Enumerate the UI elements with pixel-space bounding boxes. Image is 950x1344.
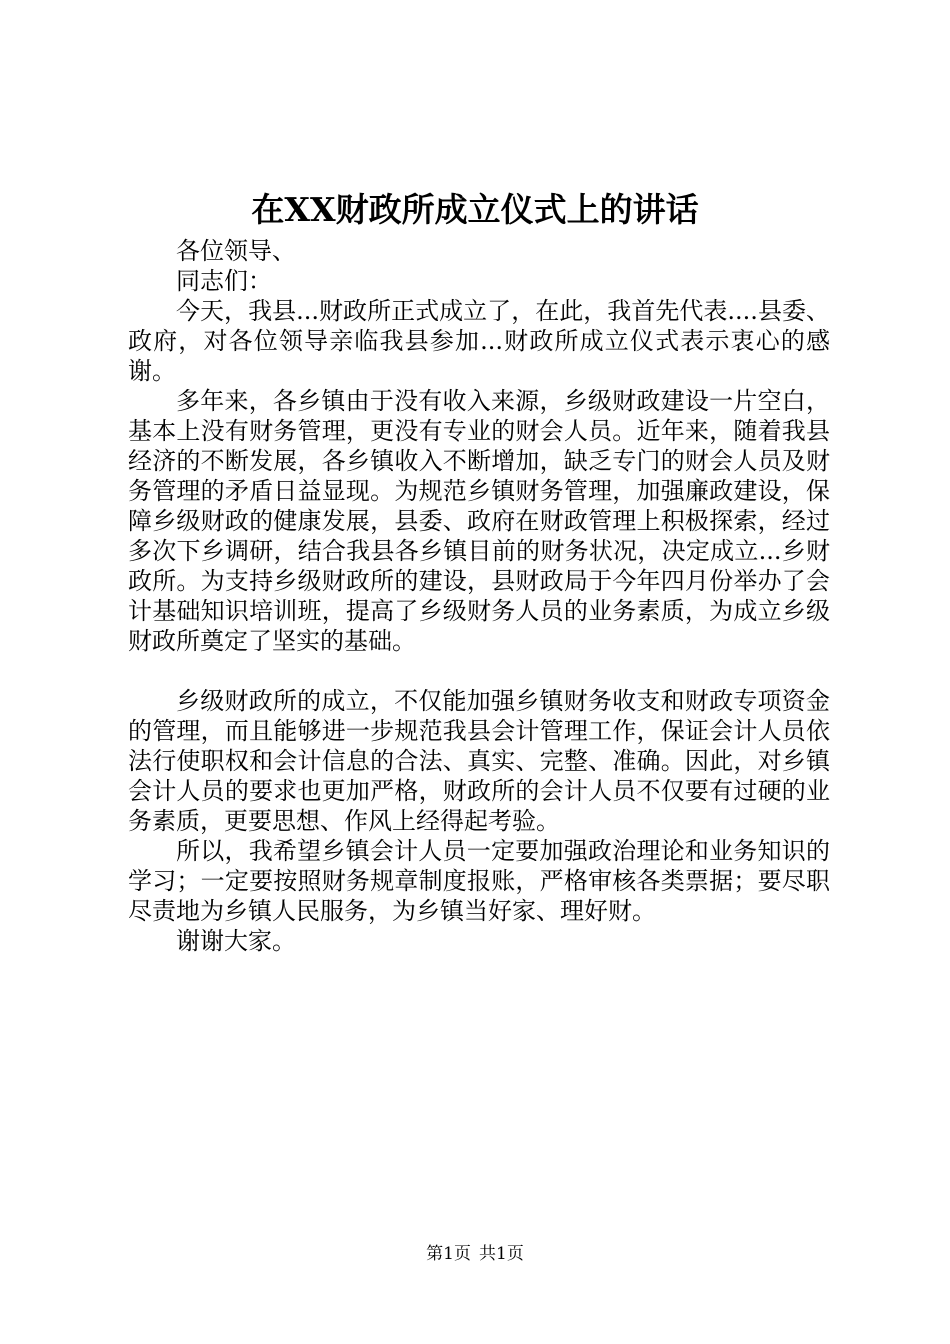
paragraph-opening: 今天，我县...财政所正式成立了，在此，我首先代表....县委、政府，对各位领导亲临我县参加...财政所成立仪式表示衷心的感谢。 — [128, 297, 830, 385]
document-title: 在XX财政所成立仪式上的讲话 — [251, 190, 699, 229]
paragraph-expectations: 所以，我希望乡镇会计人员一定要加强政治理论和业务知识的学习；一定要按照财务规章制度报账，严格审核各类票据；要尽职尽责地为乡镇人民服务，为乡镇当好家、理好财。 — [128, 837, 830, 925]
paragraph-significance: 乡级财政所的成立，不仅能加强乡镇财务收支和财政专项资金的管理，而且能够进一步规范我县会计管理工作，保证会计人员依法行使职权和会计信息的合法、真实、完整、准确。因此，对乡镇会计人员的要求也更加严格，财政所的会计人员不仅要有过硬的业务素质，更要思想、作风上经得起考验。 — [128, 687, 830, 835]
document-body — [128, 236, 830, 956]
salutation-comrades: 同志们： — [176, 267, 272, 295]
paragraph-closing: 谢谢大家。 — [176, 927, 296, 955]
paragraph-background: 多年来，各乡镇由于没有收入来源，乡级财政建设一片空白，基本上没有财务管理，更没有专业的财会人员。近年来，随着我县经济的不断发展，各乡镇收入不断增加，缺乏专门的财会人员及财务管理的矛盾日益显现。为规范乡镇财务管理，加强廉政建设，保障乡级财政的健康发展，县委、政府在财政管理上积极探索，经过多次下乡调研，结合我县各乡镇目前的财务状况，决定成立...乡财政所。为支持乡级财政所的建设，县财政局于今年四月份举办了会计基础知识培训班，提高了乡级财务人员的业务素质，为成立乡级财政所奠定了坚实的基础。 — [128, 387, 830, 655]
page-number: 第1页 — [426, 1244, 471, 1264]
salutation-leaders: 各位领导、 — [176, 237, 296, 265]
page-total: 共1页 — [479, 1244, 524, 1264]
page-footer — [0, 1242, 950, 1266]
